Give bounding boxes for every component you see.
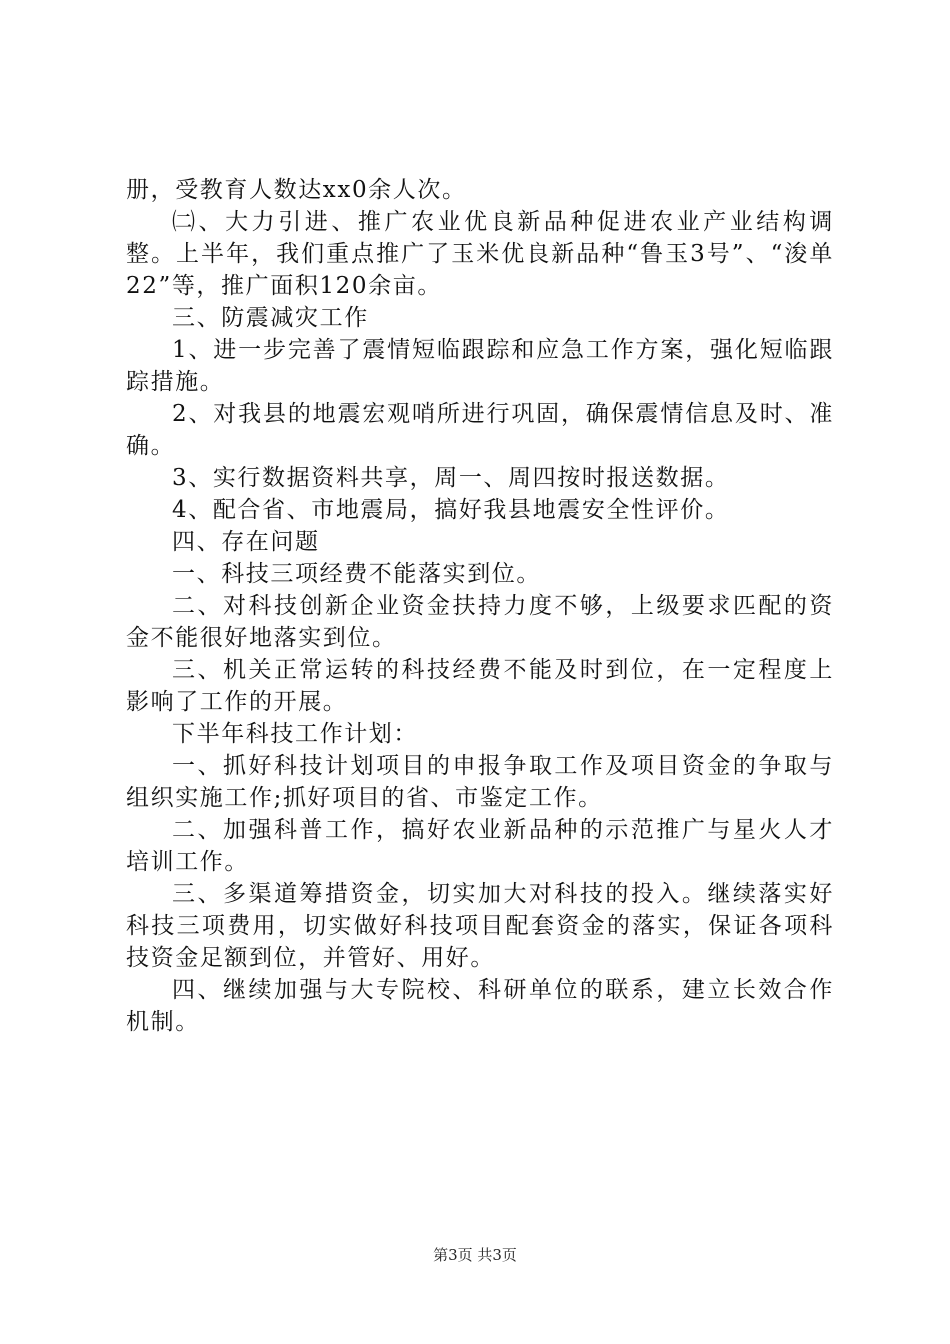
section-heading-plan: 下半年科技工作计划： — [172, 721, 418, 747]
paragraph-crop-varieties: ㈡、大力引进、推广农业优良新品种促进农业产业结构调整。上半年，我们重点推广了玉米优良新品种“鲁玉3号”、“浚单22”等，推广面积120余亩。 — [126, 209, 834, 299]
paragraph-plan-1: 一、抓好科技计划项目的申报争取工作及项目资金的争取与组织实施工作;抓好项目的省、市鉴定工作。 — [126, 753, 834, 811]
paragraph-problem-3: 三、机关正常运转的科技经费不能及时到位，在一定程度上影响了工作的开展。 — [126, 657, 834, 715]
paragraph-problem-2: 二、对科技创新企业资金扶持力度不够，上级要求匹配的资金不能很好地落实到位。 — [126, 593, 834, 651]
paragraph-earthquake-2: 2、对我县的地震宏观哨所进行巩固，确保震情信息及时、准确。 — [126, 401, 834, 459]
paragraph-plan-3: 三、多渠道筹措资金，切实加大对科技的投入。继续落实好科技三项费用，切实做好科技项目配套资金的落实，保证各项科技资金足额到位，并管好、用好。 — [126, 881, 834, 971]
paragraph-earthquake-3: 3、实行数据资料共享，周一、周四按时报送数据。 — [172, 465, 730, 491]
paragraph-earthquake-1: 1、进一步完善了震情短临跟踪和应急工作方案，强化短临跟踪措施。 — [126, 337, 834, 395]
page-number-footer: 第3页 共3页 — [433, 1246, 517, 1264]
document-body — [126, 174, 834, 1038]
paragraph-earthquake-4: 4、配合省、市地震局，搞好我县地震安全性评价。 — [172, 497, 730, 523]
section-heading-earthquake: 三、防震减灾工作 — [172, 305, 369, 331]
paragraph-problem-1: 一、科技三项经费不能落实到位。 — [172, 561, 541, 587]
paragraph-plan-4: 四、继续加强与大专院校、科研单位的联系，建立长效合作机制。 — [126, 977, 834, 1035]
paragraph-continuation: 册，受教育人数达xx0余人次。 — [126, 177, 467, 203]
paragraph-plan-2: 二、加强科普工作，搞好农业新品种的示范推广与星火人才培训工作。 — [126, 817, 834, 875]
section-heading-problems: 四、存在问题 — [172, 529, 320, 555]
